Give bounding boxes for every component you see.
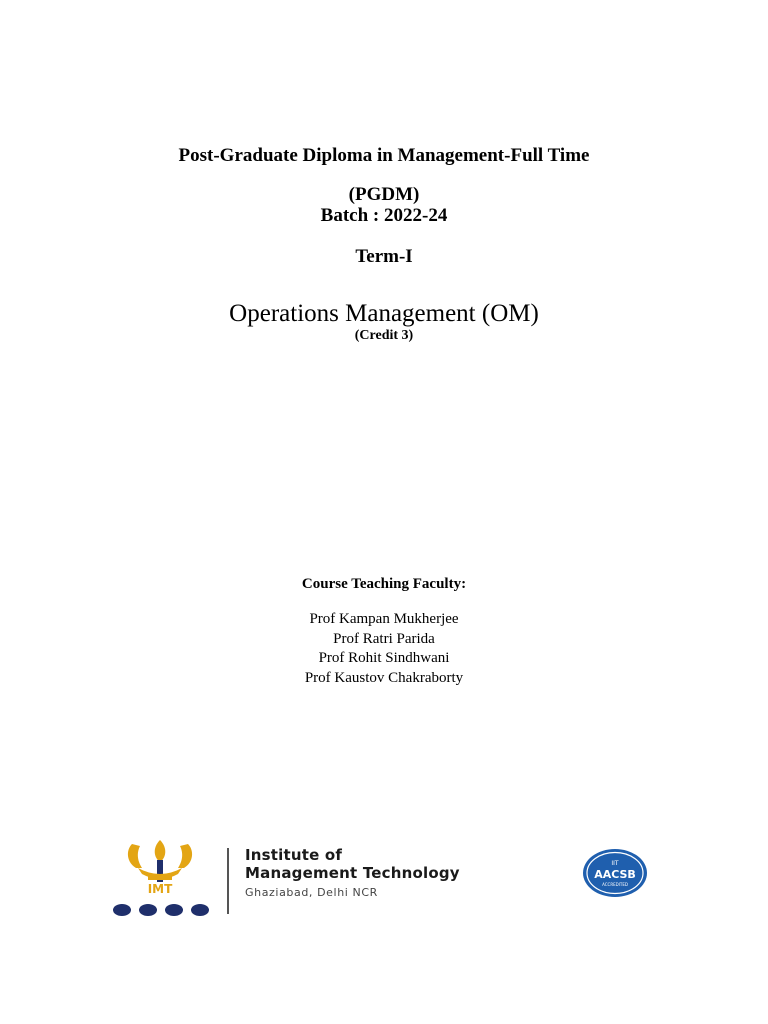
institute-location: Ghaziabad, Delhi NCR [245,886,378,899]
logo-dot [165,904,183,916]
faculty-member: Prof Rohit Sindhwani [318,650,450,666]
aacsb-main-text: AACSB [594,868,636,881]
institute-name-line1: Institute of [245,846,343,864]
imt-logo-icon [108,838,224,920]
program-title: Post-Graduate Diploma in Management-Full Time [178,145,590,166]
term-label: Term-I [355,246,413,267]
faculty-member: Prof Kaustov Chakraborty [304,669,464,686]
faculty-member: Prof Kampan Mukherjee [309,611,459,627]
course-credit: (Credit 3) [354,328,414,343]
institute-name-block [245,846,460,903]
institute-name-line2: Management Technology [245,864,460,882]
faculty-member: Prof Ratri Parida [333,630,435,647]
aacsb-accreditation-badge-icon [582,848,648,898]
program-abbreviation: (PGDM) [348,184,420,205]
course-title: Operations Management (OM) [229,300,539,327]
batch-label: Batch : 2022-24 [320,205,448,226]
logo-dot [191,904,209,916]
logo-dot [113,904,131,916]
logo-divider [227,848,229,914]
aacsb-sub-text: ACCREDITED [602,882,628,887]
logo-dot [139,904,157,916]
faculty-heading: Course Teaching Faculty: [301,576,467,592]
aacsb-small-text: IIT [611,860,619,867]
imt-logo-text: IMT [147,882,173,896]
faculty-list [0,610,768,688]
imt-emblem-icon [128,840,192,882]
